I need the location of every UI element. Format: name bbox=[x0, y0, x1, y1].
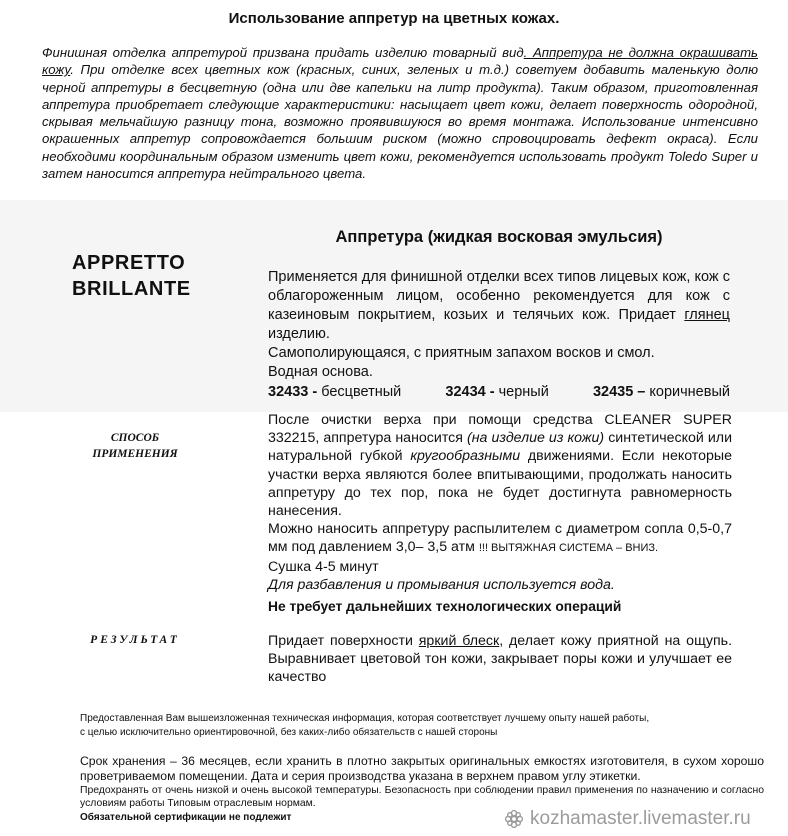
method-exhaust: !!! ВЫТЯЖНАЯ СИСТЕМА – ВНИЗ. bbox=[478, 542, 659, 555]
intro-warning: . Аппретура не должна окрашивать кожу bbox=[42, 45, 758, 78]
method-paragraph-1 bbox=[268, 411, 732, 520]
method-dilution bbox=[268, 576, 732, 594]
code-label: коричневый bbox=[645, 384, 730, 400]
method-text bbox=[268, 411, 732, 594]
desc-self-polish: Самополирующаяся, с приятным запахом восков и смол. bbox=[268, 345, 655, 361]
product-name-line2: BRILLANTE bbox=[72, 278, 191, 300]
code-number: 32434 - bbox=[445, 384, 495, 400]
method-dilution-text: Для разбавления и промывания используется вода. bbox=[268, 576, 615, 593]
code-item bbox=[268, 383, 401, 402]
result-text-b: , делает кожу приятной на ощупь. Выравнивает цветовой тон кожи, закрывает поры кожи и улучшает ее качество bbox=[268, 633, 733, 686]
method-drying: Сушка 4-5 минут bbox=[268, 558, 379, 575]
code-item bbox=[445, 383, 548, 402]
code-label: бесцветный bbox=[317, 384, 402, 400]
result-label: РЕЗУЛЬТАТ bbox=[90, 634, 180, 646]
product-description bbox=[268, 268, 730, 402]
method-label bbox=[60, 430, 210, 462]
watermark-text: kozhamaster.livemaster.ru bbox=[530, 808, 751, 829]
flower-icon bbox=[504, 809, 524, 829]
product-codes bbox=[268, 383, 730, 402]
method-label-line2: ПРИМЕНЕНИЯ bbox=[92, 448, 178, 460]
intro-text-rest: . При отделке всех цветных кож (красных, синих, зеленых и т.д.) советуем добавить маленькую долю черной аппретуры в бесцветную (одна или две капельки на литр продукта). Таким образом, приготовленная аппретура приобретает следующие характеристики: насыщает цвет кожи, делает поверхность одородной, скрывая мельчайшую разницу тона, возможно проявившуюся во время монтажа. Использование интенсивно окрашенных аппретур сопровождается большим риском (можно спровоцировать дефект окраса). Если необходими координальным образом изменить цвет кожи, рекомендуется использовать продукт Toledo Super и затем наносится аппретура нейтрального цвета. bbox=[42, 62, 758, 182]
method-text-c: движениями. Если некоторые участки верха являются более впитывающими, продолжать наносить аппретуру до тех пор, пока не будет достигнута равномерность нанесения. bbox=[268, 448, 732, 520]
desc-text-end: изделию. bbox=[268, 326, 330, 342]
method-note: Не требует дальнейших технологических операций bbox=[268, 599, 622, 614]
method-text-ital2: кругообразными bbox=[410, 448, 521, 465]
method-text-ital: (на изделие из кожи) bbox=[467, 430, 605, 447]
code-number: 32433 - bbox=[268, 384, 318, 400]
page-title: Использование аппретур на цветных кожах. bbox=[228, 10, 560, 27]
result-text bbox=[268, 632, 732, 687]
storage-certification: Обязательной сертификации не подлежит bbox=[80, 812, 292, 824]
storage-safety: Предохранять от очень низкой и очень высокой температуры. Безопасность при соблюдении правил применения по назначению и согласно условиям работы Типовым отраслевым нормам. bbox=[80, 785, 764, 810]
intro-paragraph bbox=[42, 44, 758, 182]
method-paragraph-2 bbox=[268, 520, 732, 557]
method-spray: Можно наносить аппретуру распылителем с диаметром сопла 0,5-0,7 мм под давлением 3,0– 3,5 атм bbox=[268, 521, 732, 556]
result-gloss: яркий блеск bbox=[418, 633, 500, 649]
intro-text-start: Финишная отделка аппретурой призвана придать изделию товарный вид bbox=[42, 45, 524, 60]
disclaimer-line1: Предоставленная Вам вышеизложенная техническая информация, которая соответствует лучшему опыту нашей работы, bbox=[80, 713, 650, 724]
desc-water-base: Водная основа. bbox=[268, 364, 373, 380]
watermark bbox=[504, 806, 788, 832]
product-name bbox=[72, 250, 242, 302]
disclaimer-line2: с целью исключительно ориентировочной, без каких-либо обязательств с нашей стороны bbox=[80, 727, 498, 738]
product-subtitle: Аппретура (жидкая восковая эмульсия) bbox=[335, 228, 663, 246]
code-item bbox=[593, 383, 730, 402]
product-name-line1: APPRETTO bbox=[72, 252, 186, 274]
desc-text: Применяется для финишной отделки всех типов лицевых кож, кож с облагороженным лицом, особенно рекомендуется для кож с казеиновым покрытием, козьих и телячьих кож. Придает bbox=[268, 269, 730, 323]
desc-paragraph bbox=[268, 268, 730, 344]
method-text-b: синтетической или натуральной губкой bbox=[268, 430, 732, 465]
desc-gloss: глянец bbox=[684, 307, 730, 323]
method-text-a: После очистки верха при помощи средства CLEANER SUPER 332215, аппретура наносится bbox=[268, 412, 732, 447]
code-label: черный bbox=[494, 384, 549, 400]
code-number: 32435 – bbox=[592, 384, 646, 400]
method-label-line1: СПОСОБ bbox=[110, 432, 160, 444]
disclaimer bbox=[80, 712, 770, 740]
result-text-a: Придает поверхности bbox=[268, 633, 419, 649]
storage-shelf-life: Срок хранения – 36 месяцев, если хранить в плотно закрытых оригинальных емкостях изготовителя, в сухом хорошо проветриваемом помещении. Дата и серия производства указана в верхнем правом углу этикетки. bbox=[80, 754, 764, 784]
